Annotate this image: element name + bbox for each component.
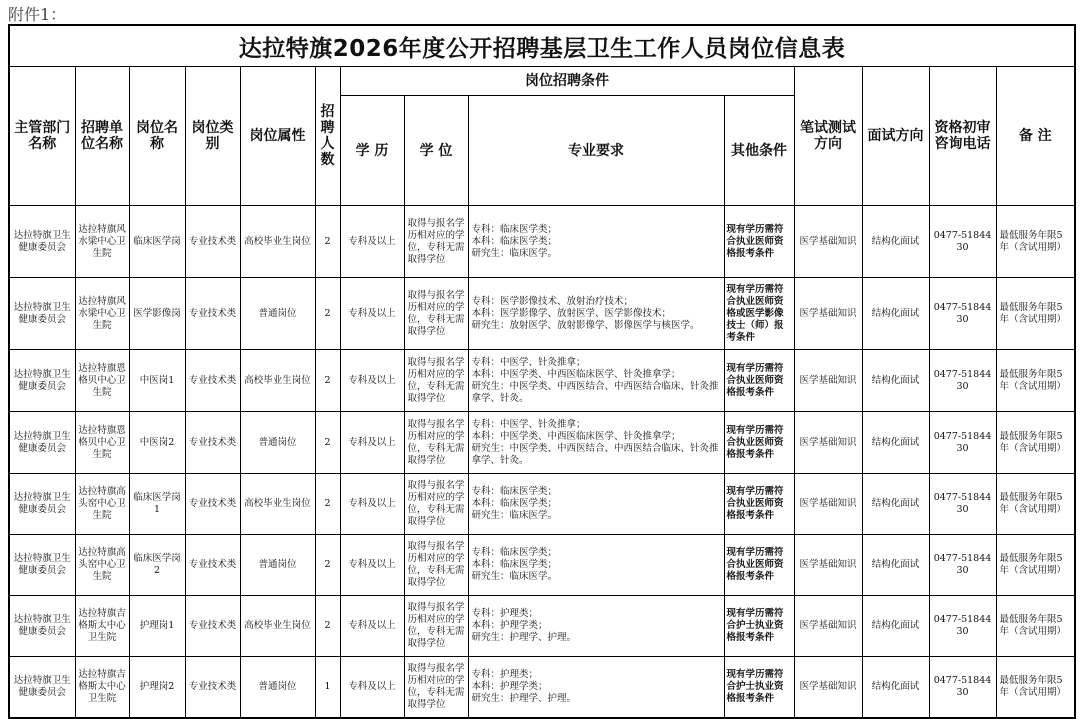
cell-unit: 达拉特旗高头窑中心卫生院 (75, 535, 129, 596)
cell-dept: 达拉特旗卫生健康委员会 (9, 596, 75, 657)
cell-count: 2 (315, 596, 340, 657)
cell-dept: 达拉特旗卫生健康委员会 (9, 412, 75, 474)
cell-attribute: 高校毕业生岗位 (240, 474, 315, 535)
cell-unit: 达拉特旗吉格斯太中心卫生院 (75, 657, 129, 718)
table-row (9, 596, 1075, 657)
cell-dept: 达拉特旗卫生健康委员会 (9, 535, 75, 596)
cell-dept: 达拉特旗卫生健康委员会 (9, 657, 75, 718)
cell-degree: 取得与报名学历相对应的学位，专科无需取得学位 (404, 350, 468, 412)
page-title: 达拉特旗2026年度公开招聘基层卫生工作人员岗位信息表 (9, 25, 1075, 67)
cell-unit: 达拉特旗恩格贝中心卫生院 (75, 412, 129, 474)
cell-other: 现有学历需符合执业医师资格或医学影像技士（师）报考条件 (724, 278, 794, 350)
cell-phone: 0477-5184430 (929, 412, 996, 474)
header-remark: 备 注 (996, 67, 1075, 206)
cell-education: 专科及以上 (340, 412, 404, 474)
cell-phone: 0477-5184430 (929, 596, 996, 657)
cell-category: 专业技术类 (185, 278, 240, 350)
header-major: 专业要求 (468, 96, 724, 206)
cell-unit: 达拉特旗吉格斯太中心卫生院 (75, 596, 129, 657)
cell-dept: 达拉特旗卫生健康委员会 (9, 278, 75, 350)
table-body (9, 206, 1075, 718)
cell-phone: 0477-5184430 (929, 350, 996, 412)
cell-count: 2 (315, 412, 340, 474)
header-unit: 招聘单位名称 (75, 67, 129, 206)
cell-count: 2 (315, 535, 340, 596)
recruitment-table (8, 24, 1076, 719)
cell-post: 医学影像岗 (129, 278, 185, 350)
cell-attribute: 高校毕业生岗位 (240, 596, 315, 657)
header-education: 学 历 (340, 96, 404, 206)
cell-written: 医学基础知识 (794, 206, 862, 278)
header-conditions: 岗位招聘条件 (340, 67, 794, 96)
cell-other: 现有学历需符合护士执业资格报考条件 (724, 657, 794, 718)
cell-major: 专科：中医学、针灸推拿； 本科：中医学类、中西医临床医学、针灸推拿学； 研究生：中医学类、中西医结合、中西医结合临床、针灸推拿学、针灸。 (468, 412, 724, 474)
cell-post: 临床医学岗1 (129, 474, 185, 535)
cell-category: 专业技术类 (185, 474, 240, 535)
cell-major: 专科：护理类； 本科：护理学类； 研究生：护理学、护理。 (468, 596, 724, 657)
cell-unit: 达拉特旗风水梁中心卫生院 (75, 278, 129, 350)
cell-unit: 达拉特旗恩格贝中心卫生院 (75, 350, 129, 412)
cell-education: 专科及以上 (340, 206, 404, 278)
cell-interview: 结构化面试 (862, 535, 929, 596)
cell-degree: 取得与报名学历相对应的学位，专科无需取得学位 (404, 206, 468, 278)
cell-written: 医学基础知识 (794, 278, 862, 350)
header-count: 招聘人数 (315, 67, 340, 206)
cell-interview: 结构化面试 (862, 596, 929, 657)
cell-education: 专科及以上 (340, 535, 404, 596)
cell-dept: 达拉特旗卫生健康委员会 (9, 350, 75, 412)
cell-major: 专科：中医学、针灸推拿； 本科：中医学类、中西医临床医学、针灸推拿学； 研究生：中医学类、中西医结合、中西医结合临床、针灸推拿学、针灸。 (468, 350, 724, 412)
cell-other: 现有学历需符合执业医师资格报考条件 (724, 412, 794, 474)
cell-attribute: 普通岗位 (240, 278, 315, 350)
cell-count: 2 (315, 278, 340, 350)
cell-phone: 0477-5184430 (929, 278, 996, 350)
header-other: 其他条件 (724, 96, 794, 206)
cell-unit: 达拉特旗高头窑中心卫生院 (75, 474, 129, 535)
cell-category: 专业技术类 (185, 596, 240, 657)
header-degree: 学 位 (404, 96, 468, 206)
cell-dept: 达拉特旗卫生健康委员会 (9, 474, 75, 535)
cell-post: 临床医学岗2 (129, 535, 185, 596)
table-row (9, 474, 1075, 535)
attachment-label: 附件1： (8, 5, 67, 24)
cell-interview: 结构化面试 (862, 350, 929, 412)
cell-remark: 最低服务年限5年（含试用期） (996, 535, 1075, 596)
cell-interview: 结构化面试 (862, 278, 929, 350)
cell-education: 专科及以上 (340, 596, 404, 657)
cell-remark: 最低服务年限5年（含试用期） (996, 474, 1075, 535)
header-interview: 面试方向 (862, 67, 929, 206)
cell-interview: 结构化面试 (862, 412, 929, 474)
cell-other: 现有学历需符合执业医师资格报考条件 (724, 350, 794, 412)
cell-phone: 0477-5184430 (929, 535, 996, 596)
cell-category: 专业技术类 (185, 206, 240, 278)
cell-other: 现有学历需符合执业医师资格报考条件 (724, 474, 794, 535)
cell-phone: 0477-5184430 (929, 474, 996, 535)
cell-degree: 取得与报名学历相对应的学位，专科无需取得学位 (404, 278, 468, 350)
cell-degree: 取得与报名学历相对应的学位，专科无需取得学位 (404, 412, 468, 474)
cell-education: 专科及以上 (340, 657, 404, 718)
table-row (9, 206, 1075, 278)
header-written: 笔试测试方向 (794, 67, 862, 206)
cell-category: 专业技术类 (185, 412, 240, 474)
cell-post: 护理岗1 (129, 596, 185, 657)
cell-major: 专科：医学影像技术、放射治疗技术； 本科：医学影像学、放射医学、医学影像技术； 研究生：放射医学、放射影像学、影像医学与核医学。 (468, 278, 724, 350)
cell-post: 中医岗2 (129, 412, 185, 474)
cell-remark: 最低服务年限5年（含试用期） (996, 206, 1075, 278)
table-row (9, 657, 1075, 718)
recruitment-table-container (8, 24, 1074, 719)
cell-education: 专科及以上 (340, 474, 404, 535)
cell-count: 2 (315, 474, 340, 535)
cell-education: 专科及以上 (340, 278, 404, 350)
cell-other: 现有学历需符合护士执业资格报考条件 (724, 596, 794, 657)
cell-major: 专科：护理类； 本科：护理学类； 研究生：护理学、护理。 (468, 657, 724, 718)
cell-written: 医学基础知识 (794, 657, 862, 718)
header-phone: 资格初审咨询电话 (929, 67, 996, 206)
cell-phone: 0477-5184430 (929, 206, 996, 278)
cell-attribute: 普通岗位 (240, 535, 315, 596)
header-category: 岗位类别 (185, 67, 240, 206)
cell-education: 专科及以上 (340, 350, 404, 412)
cell-remark: 最低服务年限5年（含试用期） (996, 412, 1075, 474)
cell-other: 现有学历需符合执业医师资格报考条件 (724, 535, 794, 596)
cell-interview: 结构化面试 (862, 657, 929, 718)
cell-dept: 达拉特旗卫生健康委员会 (9, 206, 75, 278)
cell-written: 医学基础知识 (794, 350, 862, 412)
cell-other: 现有学历需符合执业医师资格报考条件 (724, 206, 794, 278)
cell-interview: 结构化面试 (862, 206, 929, 278)
cell-major: 专科：临床医学类； 本科：临床医学类； 研究生：临床医学。 (468, 474, 724, 535)
header-post: 岗位名称 (129, 67, 185, 206)
cell-written: 医学基础知识 (794, 474, 862, 535)
cell-remark: 最低服务年限5年（含试用期） (996, 657, 1075, 718)
cell-post: 中医岗1 (129, 350, 185, 412)
cell-category: 专业技术类 (185, 535, 240, 596)
cell-interview: 结构化面试 (862, 474, 929, 535)
header-attribute: 岗位属性 (240, 67, 315, 206)
cell-count: 2 (315, 206, 340, 278)
cell-major: 专科：临床医学类； 本科：临床医学类； 研究生：临床医学。 (468, 206, 724, 278)
cell-phone: 0477-5184430 (929, 657, 996, 718)
cell-degree: 取得与报名学历相对应的学位，专科无需取得学位 (404, 657, 468, 718)
cell-category: 专业技术类 (185, 350, 240, 412)
cell-major: 专科：临床医学类； 本科：临床医学类； 研究生：临床医学。 (468, 535, 724, 596)
table-row (9, 350, 1075, 412)
table-row (9, 412, 1075, 474)
table-row (9, 535, 1075, 596)
cell-attribute: 普通岗位 (240, 412, 315, 474)
cell-written: 医学基础知识 (794, 596, 862, 657)
cell-degree: 取得与报名学历相对应的学位，专科无需取得学位 (404, 474, 468, 535)
cell-remark: 最低服务年限5年（含试用期） (996, 278, 1075, 350)
cell-written: 医学基础知识 (794, 412, 862, 474)
cell-post: 护理岗2 (129, 657, 185, 718)
cell-degree: 取得与报名学历相对应的学位，专科无需取得学位 (404, 535, 468, 596)
cell-attribute: 普通岗位 (240, 657, 315, 718)
cell-degree: 取得与报名学历相对应的学位，专科无需取得学位 (404, 596, 468, 657)
cell-attribute: 高校毕业生岗位 (240, 206, 315, 278)
cell-written: 医学基础知识 (794, 535, 862, 596)
cell-remark: 最低服务年限5年（含试用期） (996, 350, 1075, 412)
cell-attribute: 高校毕业生岗位 (240, 350, 315, 412)
cell-category: 专业技术类 (185, 657, 240, 718)
table-row (9, 278, 1075, 350)
cell-post: 临床医学岗 (129, 206, 185, 278)
cell-remark: 最低服务年限5年（含试用期） (996, 596, 1075, 657)
cell-unit: 达拉特旗风水梁中心卫生院 (75, 206, 129, 278)
header-dept: 主管部门名称 (9, 67, 75, 206)
cell-count: 2 (315, 350, 340, 412)
cell-count: 1 (315, 657, 340, 718)
